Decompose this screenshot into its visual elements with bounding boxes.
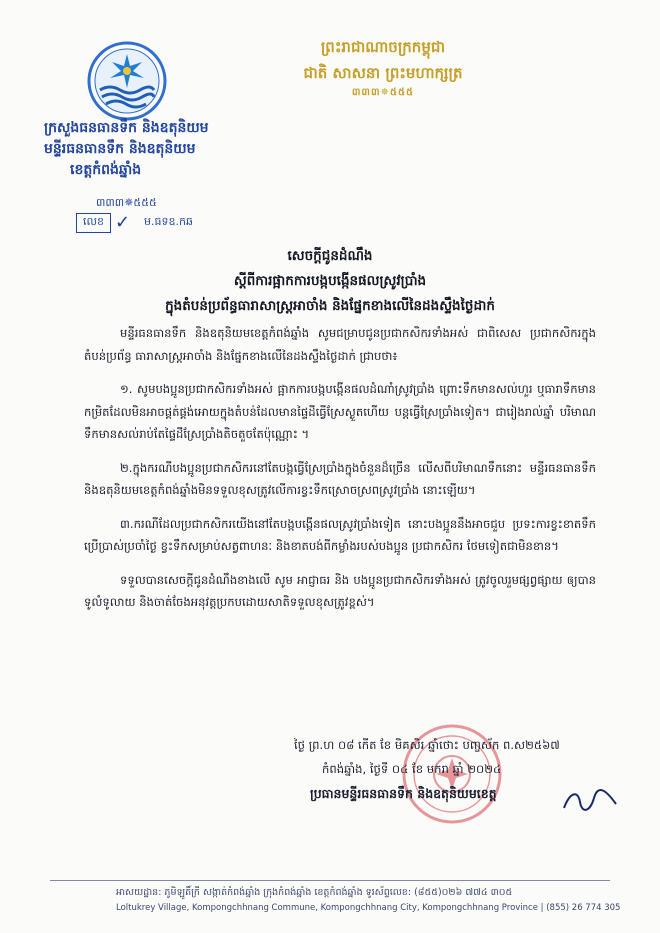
check-mark-icon: ✓ (114, 212, 131, 233)
point-2: ២.ក្នុងករណីបងប្អូនប្រជាកសិករនៅតែបង្កធ្វើស្រែប្រាំងក្នុងចំនួនដ៏ច្រើន លើសពីបរិមាណទឹកនោះ មន្ទីរធនធានទឹក និងឧតុនិយមខេត្តកំពង់ឆ្នាំងមិនទទួលខុសត្រូវលើការខ្វះទឹកស្រោចស្រពស្រូវប្រាំង នោះឡើយ។ (84, 460, 596, 497)
ministry-name: ក្រសួងធនធានទឹក និងឧតុនិយម (44, 120, 209, 136)
closing-paragraph: ទទួលបានសេចក្តីជូនដំណឹងខាងលើ សូម អាជ្ញាធរ និង បងប្អូនប្រជាកសិករទាំងអស់ ត្រូវចូលរួមផ្សព្វផ្សាយ ឲ្យបានទូលំទូលាយ និងចាត់ចែងអនុវត្តប្រកបដោយសាតិទទួលខុសត្រូវខ្ពស់។ (84, 572, 596, 609)
point-1: ១. សូមបងប្អូនប្រជាកសិករទាំងអស់ ផ្អាកការបង្កបង្កើនផលដំណាំស្រូវប្រាំង ព្រោះទឹកមានសល់ហួរ ឬធារាទឹកមានកម្រិតដែលមិនអាចផ្គត់ផ្គង់អោយក្នុងតំបន់ដែលមានផ្ទៃដីធ្វើស្រែស្ងួតហើយ បន្តធ្វើស្រែប្រាំងទៀត។ ជារៀងរាល់ឆ្នាំ បរិមាណទឹកមានសល់រាប់តែផ្ទៃដីស្រែប្រាំងតិចតួចតែប៉ុណ្ណោះ ។ (84, 382, 596, 441)
department-name: មន្ទីរធនធានទឹក និងឧតុនិយម (44, 141, 196, 157)
document-body (84, 322, 596, 625)
reference-ornament: ៣៣៣✵៥៥៥ (96, 196, 157, 209)
kingdom-title: ព្រះរាជាណាចក្រកម្ពុជា (320, 38, 446, 56)
header-ornament: ៣៣៣✵៥៥៥ (351, 87, 415, 98)
footer-address-khmer: អាសយដ្ឋាន: ភូមិឡូតិ៍ក្រី សង្កាត់កំពង់ឆ្នាំង ក្រុងកំពង់ឆ្នាំង ខេត្តកំពង់ឆ្នាំង ទូរស័ព្ទលេខ: (៨៥៥)០២៦ ៧៧៤ ៣០៥ (116, 887, 513, 898)
title-area: ក្នុងតំបន់ប្រព័ន្ធធារាសាស្ត្រអាចាំង និងផ្នែកខាងលើនៃដងស្ទឹងថ្ងៃដាក់ (165, 298, 495, 314)
solar-date: កំពង់ឆ្នាំង, ថ្ងៃទី ០៤ ខែ មករា ឆ្នាំ ២០២៤ (322, 762, 502, 776)
ministry-header (44, 118, 254, 181)
point-3: ៣.ករណីដែលប្រជាកសិករយើងនៅតែបង្កបង្កើនផលស្រូវប្រាំងទៀត នោះបងប្អូននឹងអាចជួប ប្រទះការខ្វះខាតទឹកប្រើប្រាស់ប្រចាំថ្ងៃ ខ្វះទឹកសម្រាប់សត្វពាហនៈ និងខាតបង់ពីកម្លាំងរបស់បងប្អូន ប្រជាកសិករ ថែមទៀតជាមិនខាន។ (84, 516, 596, 553)
reference-label: លេខ (76, 213, 111, 233)
intro-paragraph: មន្ទីរធនធានទឹក និងឧតុនិយមខេត្តកំពង់ឆ្នាំង សូមជម្រាបជូនប្រជាកសិករទាំងអស់ ជាពិសេស ប្រជាកសិករក្នុងតំបន់ប្រព័ន្ធ ធារាសាស្ត្រអាចាំង និងផ្នែកខាងលើនៃដងស្ទឹងថ្ងៃដាក់ ជ្រាបថា៖ (84, 326, 596, 363)
signatory-title: ប្រធានមន្ទីរធនធានទឹក និងឧតុនិយមខេត្ត (310, 786, 497, 801)
lunar-date: ថ្ងៃ ព្រ.ហ ០៨ កើត ខែ មិគសិរ ឆ្នាំថោះ បញ្ចស័ក ព.ស២៥៦៧ (294, 738, 560, 752)
reference-number (76, 212, 193, 233)
kingdom-header (268, 34, 498, 100)
ministry-logo (86, 40, 168, 122)
title-notification: សេចក្តីជូនដំណឹង (287, 248, 373, 264)
national-motto: ជាតិ សាសនា ព្រះមហាក្សត្រ (303, 64, 463, 82)
document-title (60, 244, 600, 319)
reference-code: ម.ធទឧ.កឆ (144, 214, 193, 228)
footer-address-english: Loltukrey Village, Kompongchhnang Commune, Kompongchhnang City, Kompongchhnang Province | (855) 26 774 305 (116, 903, 621, 913)
title-subject: ស្តីពីការផ្អាកការបង្កបង្កើនផលស្រូវប្រាំង (233, 273, 427, 289)
footer-divider (50, 880, 610, 881)
province-name: ខេត្តកំពង់ឆ្នាំង (70, 162, 142, 178)
handwritten-signature (560, 786, 620, 816)
